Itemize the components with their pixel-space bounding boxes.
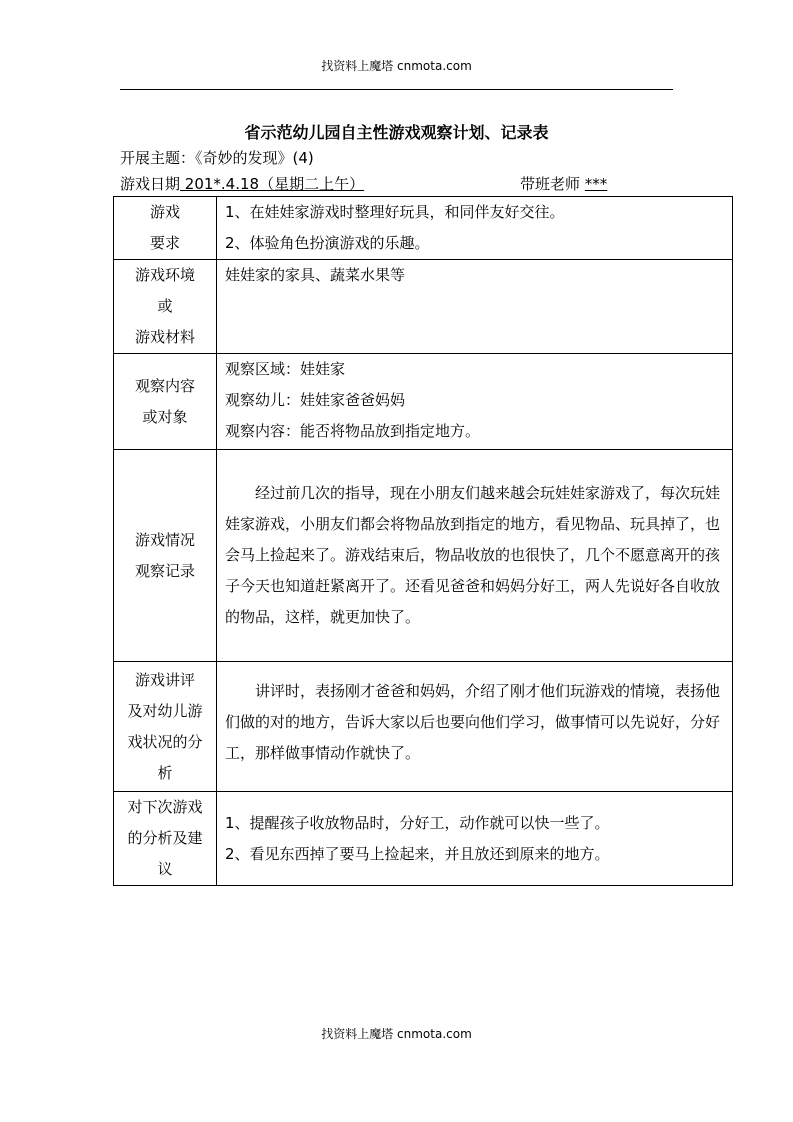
- table-row-materials: [114, 260, 733, 354]
- row-content: 1、在娃娃家游戏时整理好玩具，和同伴友好交往。 2、体验角色扮演游戏的乐趣。: [217, 197, 733, 260]
- date-line: [120, 174, 730, 196]
- row-content: 经过前几次的指导，现在小朋友们越来越会玩娃娃家游戏了，每次玩娃娃家游戏，小朋友们都会将物品放到指定的地方，看见物品、玩具掉了，也会马上捡起来了。游戏结束后，物品收放的也很快了，几个不愿意离开的孩子今天也知道赶紧离开了。还看见爸爸和妈妈分好工，两人先说好各自收放的物品，这样，就更加快了。: [217, 450, 733, 662]
- header-site: 找资料上魔塔 cnmota.com: [321, 59, 472, 73]
- document-title: 省示范幼儿园自主性游戏观察计划、记录表: [244, 123, 549, 142]
- table-row-record: [114, 450, 733, 662]
- table-row-suggestions: [114, 792, 733, 886]
- header-rule: [120, 89, 673, 90]
- row-content: 1、提醒孩子收放物品时，分好工，动作就可以快一些了。 2、看见东西掉了要马上捡起来，并且放还到原来的地方。: [217, 792, 733, 886]
- theme-line: 开展主题：《奇妙的发现》(4): [120, 149, 314, 167]
- date-label: 游戏日期: [120, 175, 181, 193]
- row-content: 娃娃家的家具、蔬菜水果等: [217, 260, 733, 354]
- row-label: 对下次游戏 的分析及建 议: [114, 792, 217, 886]
- row-label: 游戏讲评 及对幼儿游 戏状况的分 析: [114, 662, 217, 792]
- row-label: 游戏 要求: [114, 197, 217, 260]
- record-table: [113, 196, 733, 886]
- row-label: 游戏环境 或 游戏材料: [114, 260, 217, 354]
- row-label: 观察内容 或对象: [114, 354, 217, 450]
- teacher-label: 带班老师: [520, 175, 581, 193]
- table-row-observation: [114, 354, 733, 450]
- table-row-review: [114, 662, 733, 792]
- table-row-requirements: [114, 197, 733, 260]
- row-label: 游戏情况 观察记录: [114, 450, 217, 662]
- footer-site: 找资料上魔塔 cnmota.com: [321, 1027, 472, 1041]
- teacher-value: ***: [584, 175, 608, 193]
- date-value: 201*.4.18（星期二上午）: [180, 175, 365, 193]
- teacher-field: [520, 174, 607, 194]
- row-content: 观察区域：娃娃家 观察幼儿：娃娃家爸爸妈妈 观察内容：能否将物品放到指定地方。: [217, 354, 733, 450]
- row-content: 讲评时，表扬刚才爸爸和妈妈，介绍了刚才他们玩游戏的情境，表扬他们做的对的地方，告诉大家以后也要向他们学习，做事情可以先说好，分好工，那样做事情动作就快了。: [217, 662, 733, 792]
